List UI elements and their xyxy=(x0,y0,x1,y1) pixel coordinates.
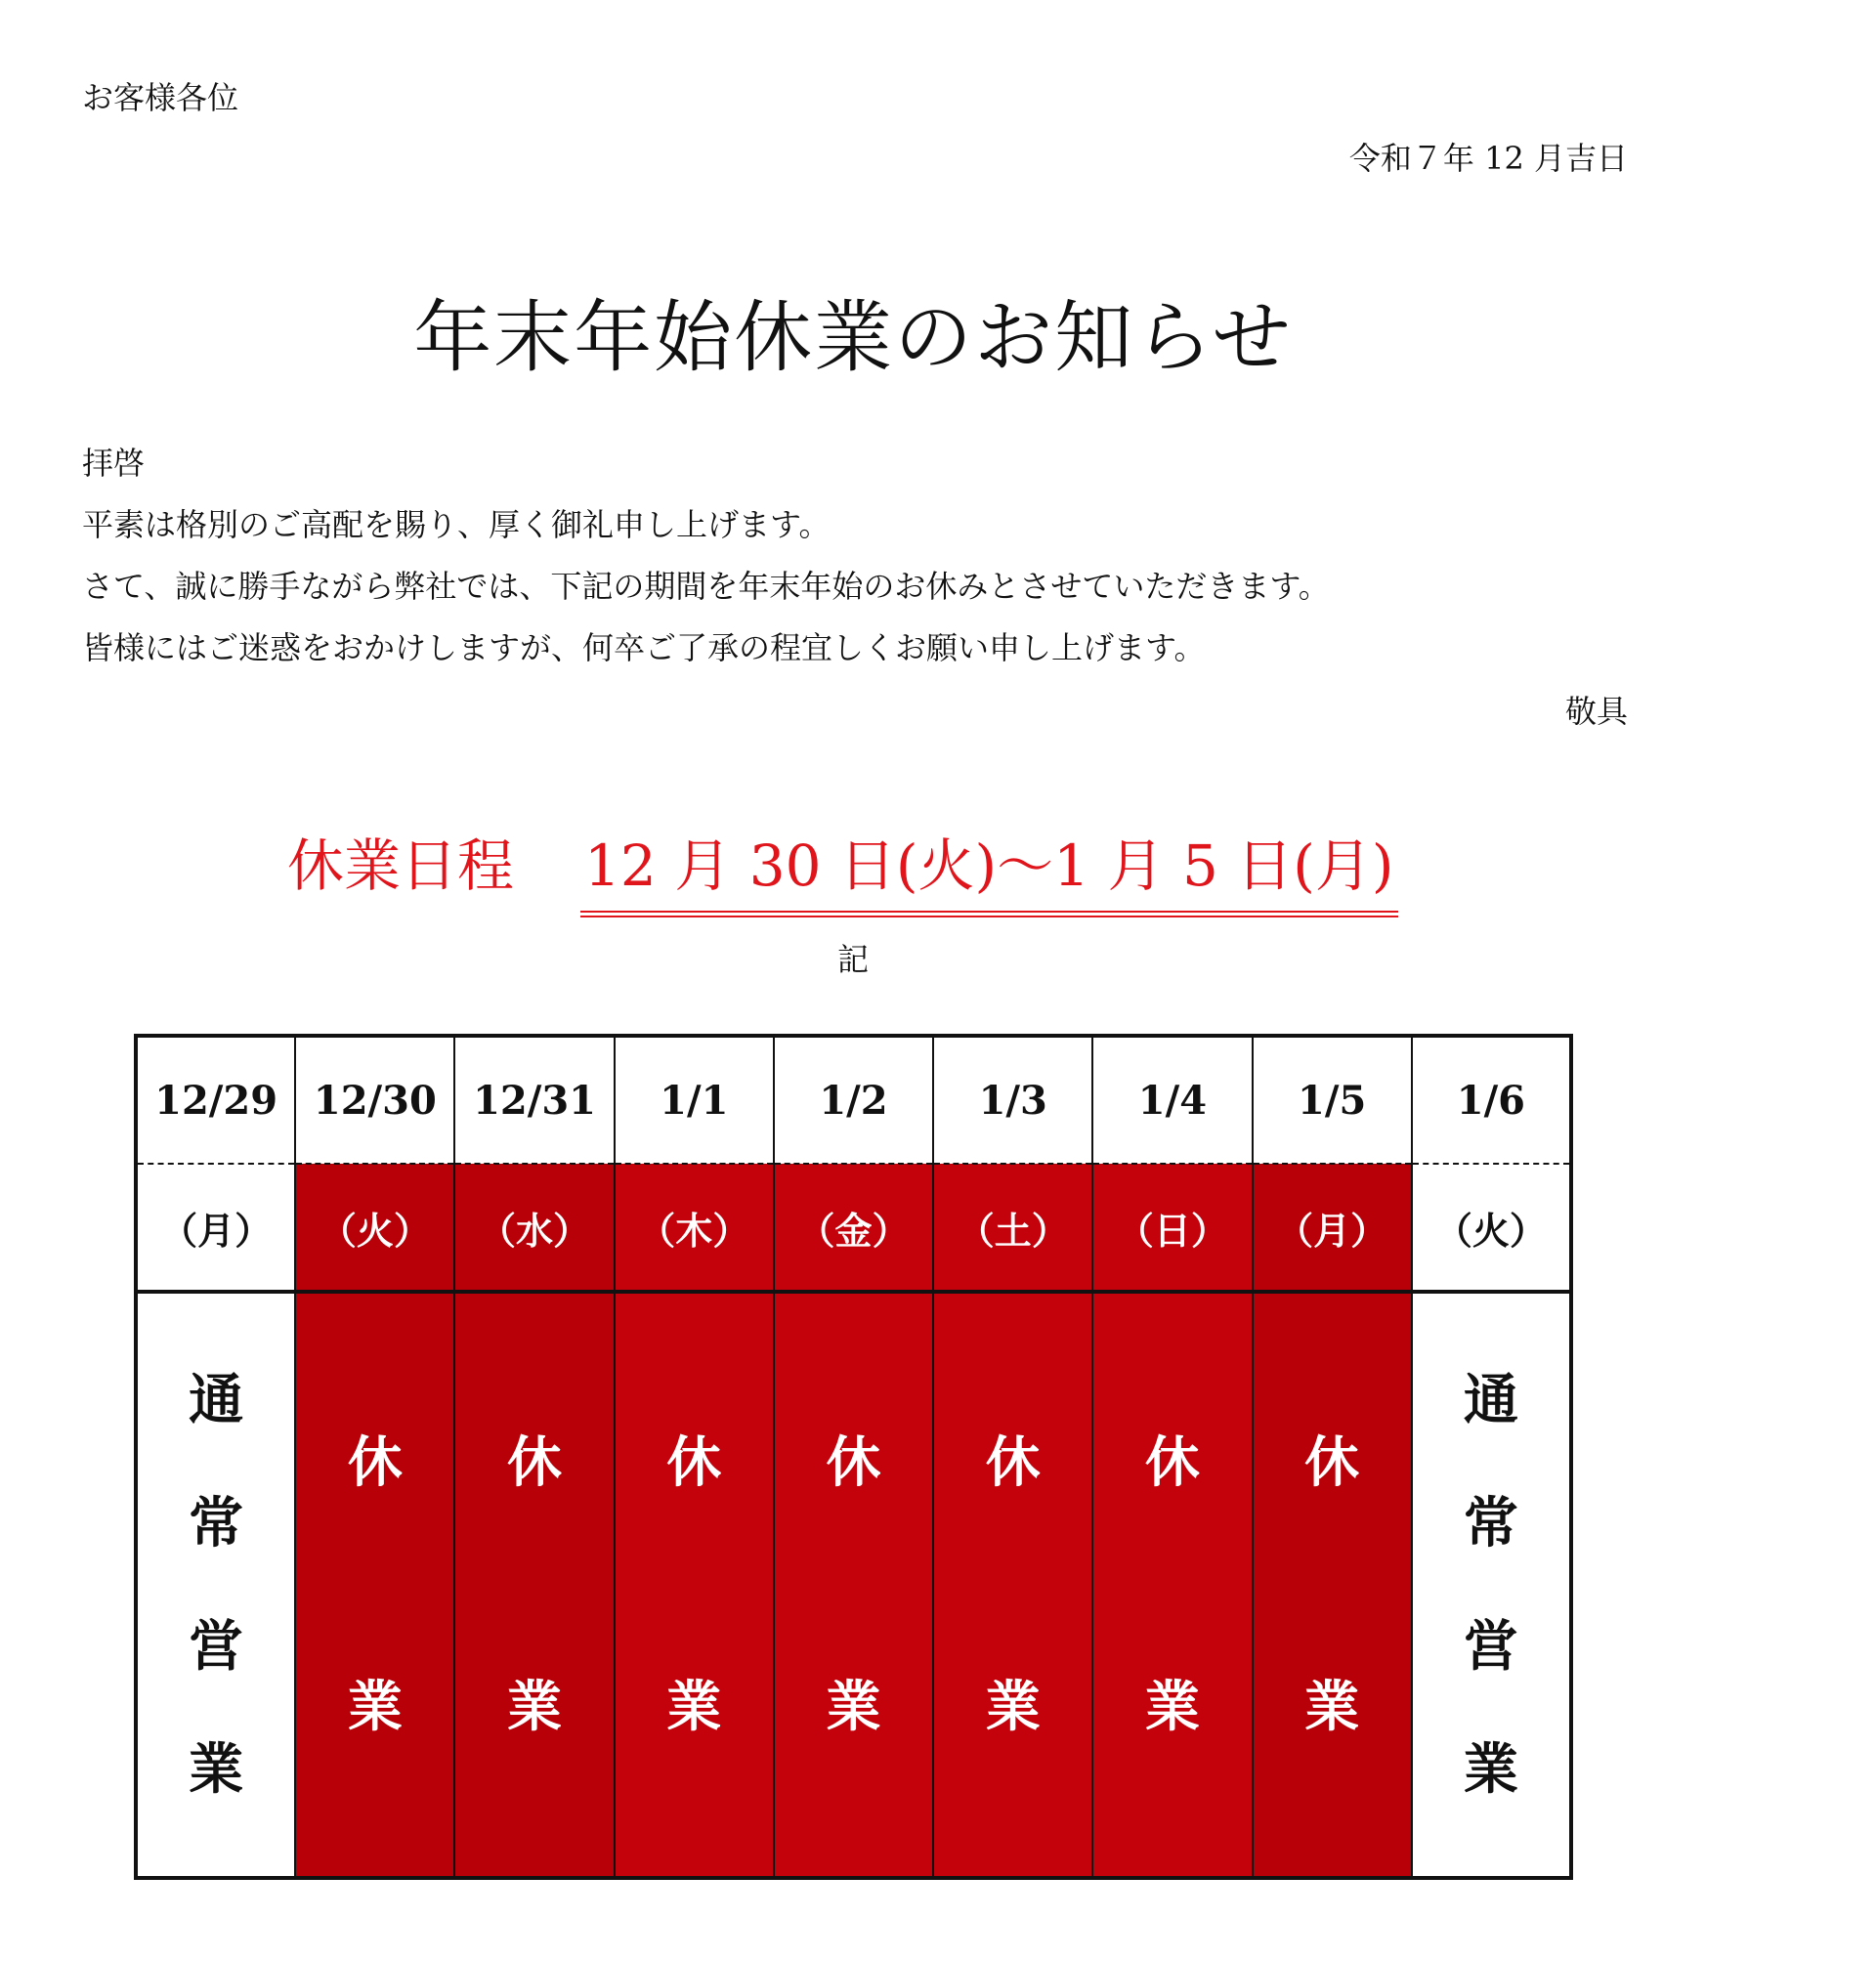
date-cell: 1/5 xyxy=(1253,1036,1412,1164)
page-title: 年末年始休業のお知らせ xyxy=(413,292,1293,383)
status-char: 業 xyxy=(1144,1675,1200,1739)
status-char: 通 xyxy=(189,1368,244,1432)
issue-date: 令和７年 12 月吉日 xyxy=(1348,140,1628,177)
body-line: 平素は格別のご高配を賜り、厚く御礼申し上げます。 xyxy=(82,506,831,543)
letter-body xyxy=(82,442,1645,688)
date-cell: 1/2 xyxy=(774,1036,933,1164)
weekday-cell: （土） xyxy=(933,1164,1092,1292)
date-cell: 12/31 xyxy=(454,1036,614,1164)
body-line: 皆様にはご迷惑をおかけしますが、何卒ご了承の程宜しくお願い申し上げます。 xyxy=(82,629,1206,666)
status-cell-closed xyxy=(933,1292,1092,1878)
weekday-cell: （火） xyxy=(1412,1164,1571,1292)
status-cell-closed xyxy=(454,1292,614,1878)
status-char: 業 xyxy=(507,1675,563,1739)
ki-marker: 記 xyxy=(836,941,869,978)
date-cell: 1/1 xyxy=(615,1036,774,1164)
weekday-cell: （日） xyxy=(1092,1164,1252,1292)
status-char: 業 xyxy=(1463,1737,1518,1802)
date-cell: 12/29 xyxy=(136,1036,295,1164)
weekday-row xyxy=(136,1164,1571,1292)
schedule-label: 休業日程 xyxy=(287,832,515,899)
status-char: 業 xyxy=(1304,1675,1360,1739)
opening-salutation: 拝啓 xyxy=(82,445,146,482)
status-row xyxy=(136,1292,1571,1878)
status-cell-closed xyxy=(774,1292,933,1878)
addressee: お客様各位 xyxy=(82,79,239,116)
status-cell-open xyxy=(1412,1292,1571,1878)
date-cell: 1/4 xyxy=(1092,1036,1252,1164)
date-row xyxy=(136,1036,1571,1164)
status-char: 業 xyxy=(985,1675,1041,1739)
status-char: 休 xyxy=(507,1430,563,1495)
status-char: 休 xyxy=(666,1430,722,1495)
date-cell: 1/3 xyxy=(933,1036,1092,1164)
status-cell-closed xyxy=(615,1292,774,1878)
status-char: 通 xyxy=(1463,1368,1518,1432)
status-char: 業 xyxy=(826,1675,881,1739)
weekday-cell: （金） xyxy=(774,1164,933,1292)
date-cell: 12/30 xyxy=(295,1036,454,1164)
weekday-cell: （月） xyxy=(1253,1164,1412,1292)
status-char: 業 xyxy=(189,1737,244,1802)
status-char: 休 xyxy=(1304,1430,1360,1495)
weekday-cell: （月） xyxy=(136,1164,295,1292)
schedule-range: 12 月 30 日(火)～1 月 5 日(月) xyxy=(580,827,1398,917)
status-char: 営 xyxy=(189,1614,244,1679)
weekday-cell: （木） xyxy=(615,1164,774,1292)
body-line: さて、誠に勝手ながら弊社では、下記の期間を年末年始のお休みとさせていただきます。 xyxy=(82,568,1330,605)
status-char: 休 xyxy=(826,1430,881,1495)
status-char: 常 xyxy=(1463,1491,1518,1556)
status-cell-closed xyxy=(1253,1292,1412,1878)
weekday-cell: （火） xyxy=(295,1164,454,1292)
date-cell: 1/6 xyxy=(1412,1036,1571,1164)
holiday-calendar xyxy=(134,1034,1573,1880)
status-char: 営 xyxy=(1463,1614,1518,1679)
closure-schedule xyxy=(287,827,1398,905)
status-cell-closed xyxy=(1092,1292,1252,1878)
status-cell-closed xyxy=(295,1292,454,1878)
status-char: 常 xyxy=(189,1491,244,1556)
status-char: 業 xyxy=(666,1675,722,1739)
weekday-cell: （水） xyxy=(454,1164,614,1292)
status-char: 休 xyxy=(1144,1430,1200,1495)
status-char: 休 xyxy=(985,1430,1041,1495)
status-cell-open xyxy=(136,1292,295,1878)
closing-salutation: 敬具 xyxy=(1564,693,1628,730)
status-char: 休 xyxy=(347,1430,403,1495)
status-char: 業 xyxy=(347,1675,403,1739)
